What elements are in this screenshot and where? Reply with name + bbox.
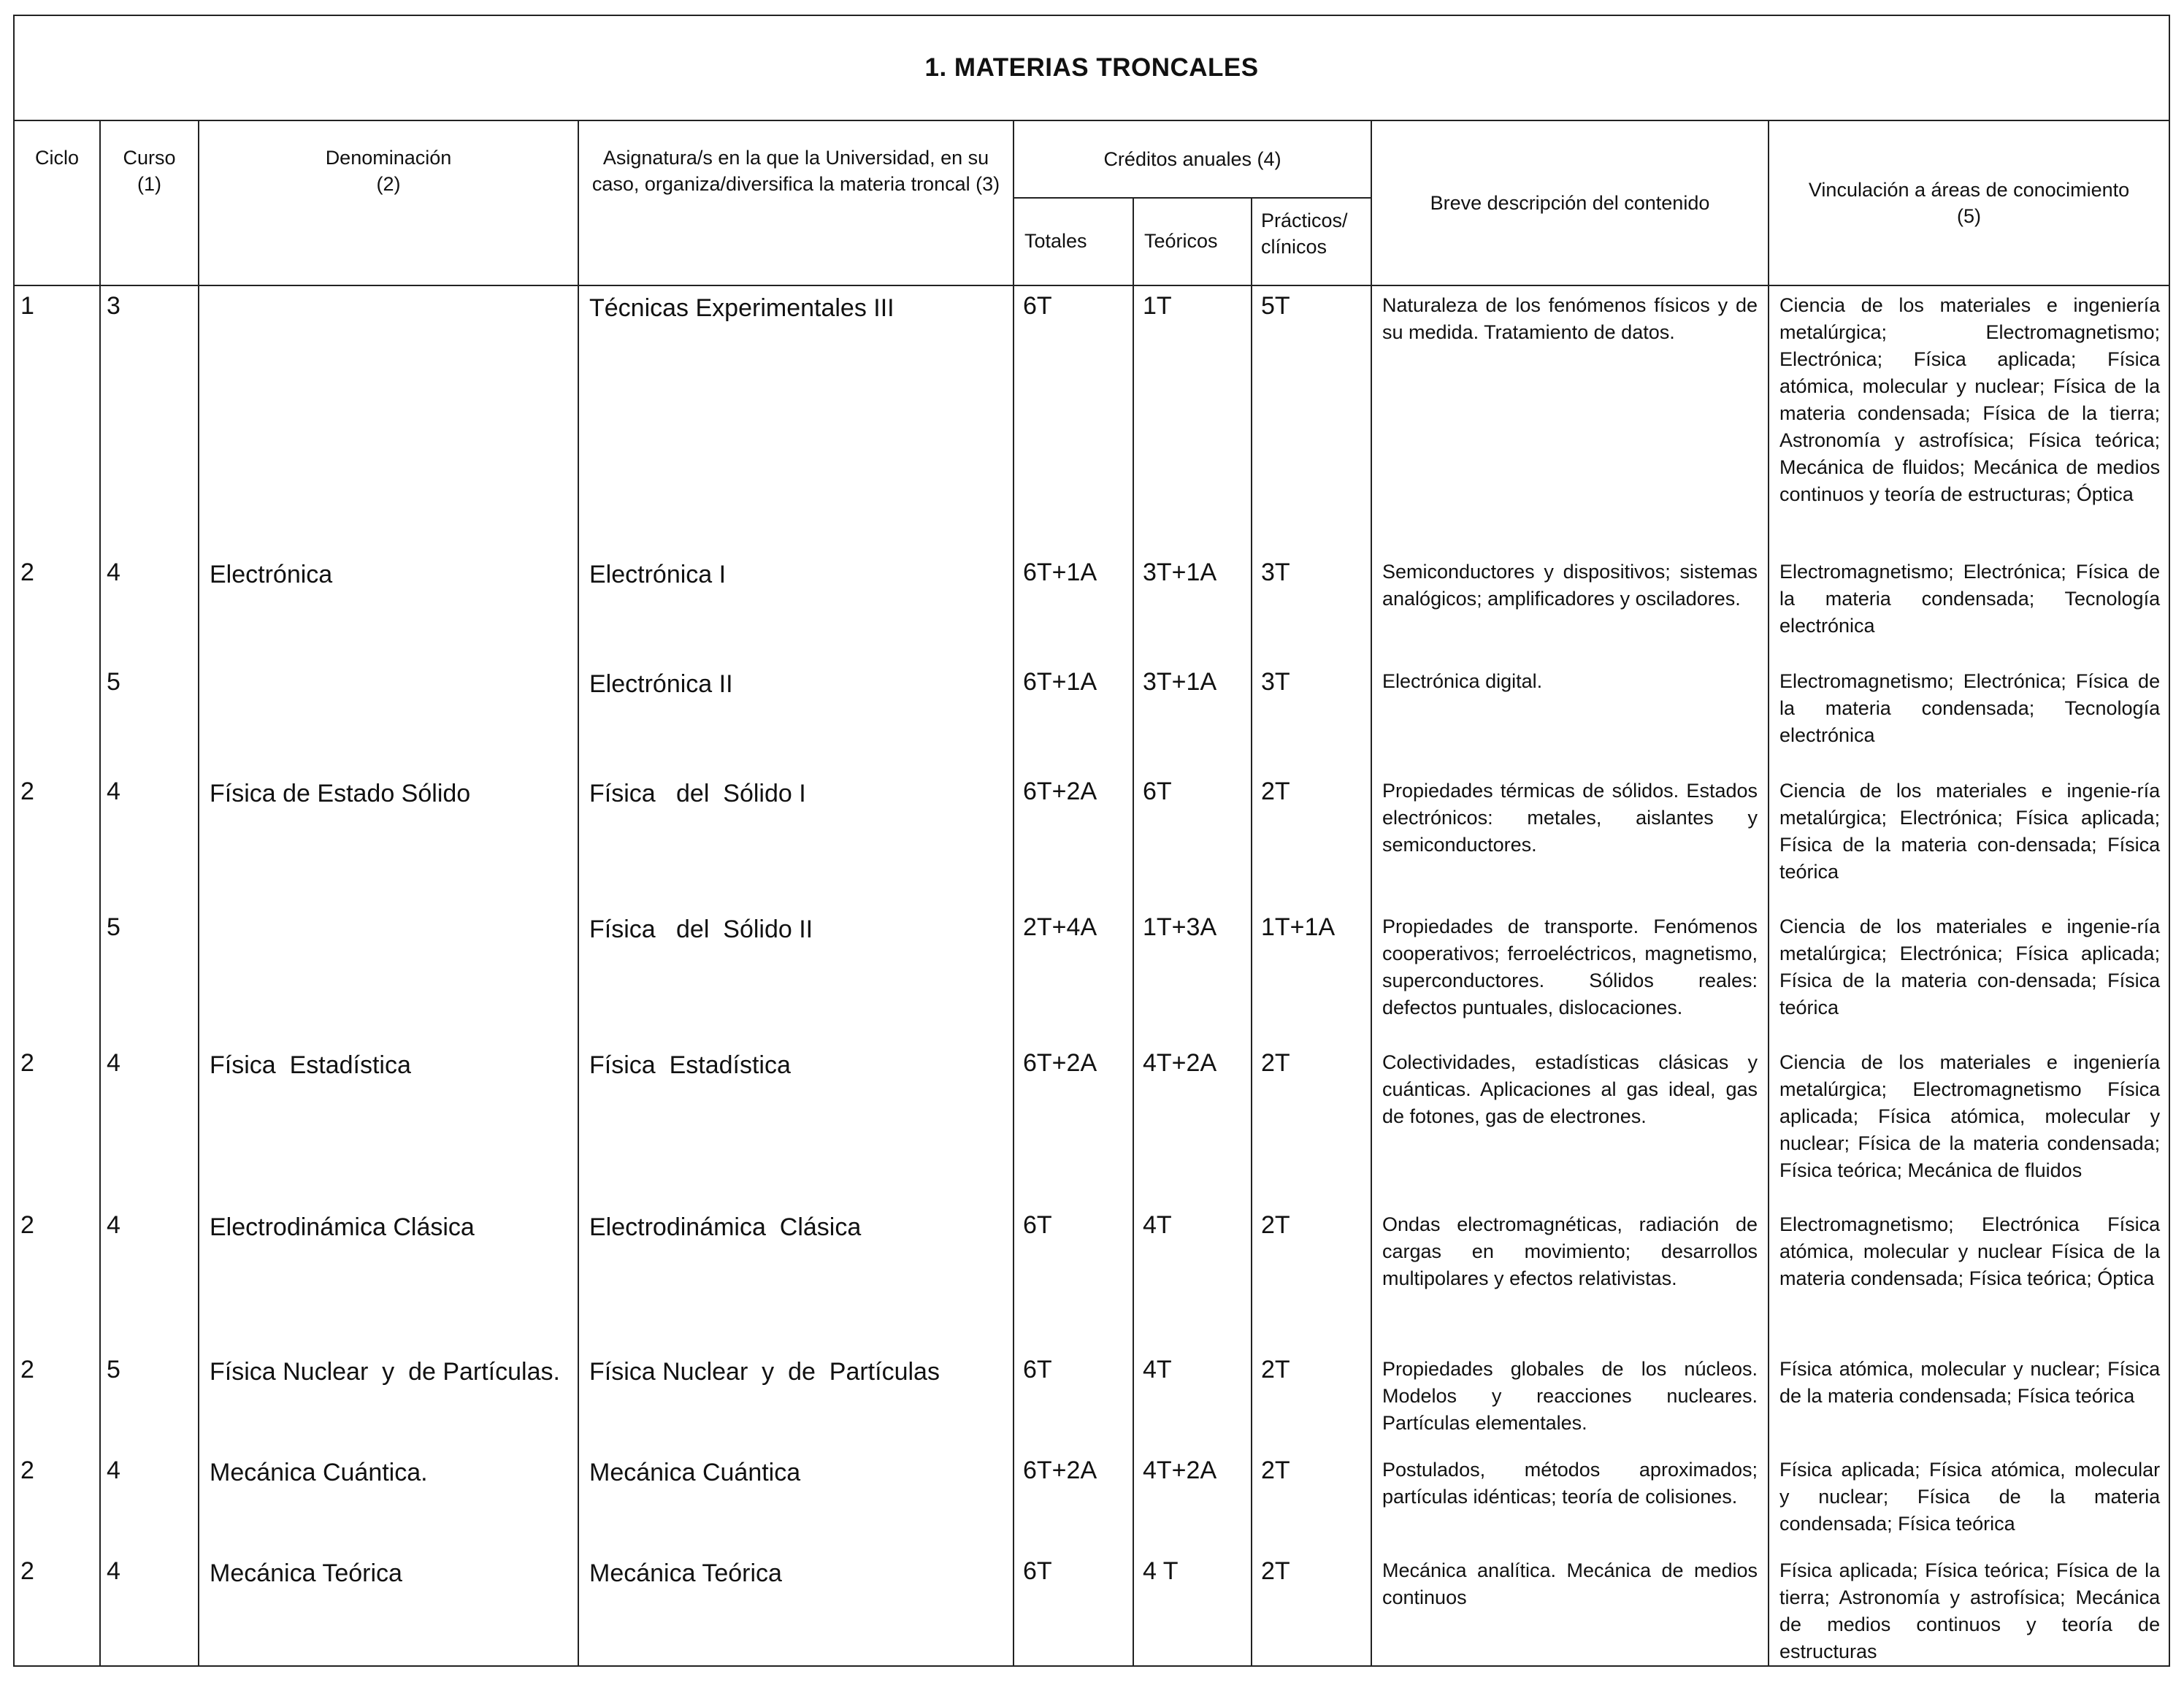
denominacion-cell bbox=[199, 285, 578, 553]
ciclo-cell: 2 bbox=[14, 1451, 100, 1551]
curso-cell: 4 bbox=[100, 1451, 199, 1551]
asignatura-cell: Física Estadística bbox=[578, 1043, 1014, 1205]
descripcion-cell: Propiedades térmicas de sólidos. Estados electrónicos: metales, aislantes y semiconductores. bbox=[1371, 772, 1769, 907]
table-row bbox=[14, 1551, 2169, 1666]
asignatura-cell: Electrónica II bbox=[578, 662, 1014, 772]
table-row bbox=[14, 285, 2169, 553]
vinculacion-cell: Electromagnetismo; Electrónica; Física de la materia condensada; Tecnología electrónica bbox=[1769, 553, 2169, 662]
totales-cell: 6T+2A bbox=[1014, 772, 1133, 907]
practicos-cell: 3T bbox=[1252, 553, 1371, 662]
vinculacion-cell: Física aplicada; Física teórica; Física de la tierra; Astronomía y astrofísica; Mecánica de medios continuos y teoría de estructuras bbox=[1769, 1551, 2169, 1666]
totales-cell: 6T+1A bbox=[1014, 662, 1133, 772]
ciclo-cell: 1 bbox=[14, 285, 100, 553]
vinculacion-cell: Ciencia de los materiales e ingeniería metalúrgica; Electromagnetismo Física aplicada; Física atómica, molecular y nuclear; Física de la materia condensada; Física teórica; Mecánica de fluidos bbox=[1769, 1043, 2169, 1205]
descripcion-cell: Naturaleza de los fenómenos físicos y de su medida. Tratamiento de datos. bbox=[1371, 285, 1769, 553]
denominacion-cell bbox=[199, 662, 578, 772]
header-descripcion: Breve descripción del contenido bbox=[1371, 120, 1769, 285]
practicos-cell: 5T bbox=[1252, 285, 1371, 553]
asignatura-cell: Física del Sólido II bbox=[578, 907, 1014, 1043]
practicos-cell: 2T bbox=[1252, 1551, 1371, 1666]
materias-troncales-sheet bbox=[13, 15, 2169, 1670]
header-ciclo: Ciclo bbox=[14, 120, 100, 285]
descripcion-cell: Propiedades de transporte. Fenómenos cooperativos; ferroeléctricos, magnetismo, superconductores. Sólidos reales: defectos puntuales, dislocaciones. bbox=[1371, 907, 1769, 1043]
curso-cell: 4 bbox=[100, 772, 199, 907]
totales-cell: 6T bbox=[1014, 285, 1133, 553]
table-row bbox=[14, 1205, 2169, 1350]
teoricos-cell: 4T bbox=[1133, 1205, 1252, 1350]
ciclo-cell: 2 bbox=[14, 1205, 100, 1350]
ciclo-cell: 2 bbox=[14, 1350, 100, 1451]
practicos-cell: 2T bbox=[1252, 772, 1371, 907]
vinculacion-cell: Ciencia de los materiales e ingenie-ría metalúrgica; Electrónica; Física aplicada; Física de la materia con-densada; Física teórica bbox=[1769, 772, 2169, 907]
descripcion-cell: Postulados, métodos aproximados; partículas idénticas; teoría de colisiones. bbox=[1371, 1451, 1769, 1551]
header-vinculacion: Vinculación a áreas de conocimiento (5) bbox=[1769, 120, 2169, 285]
asignatura-cell: Técnicas Experimentales III bbox=[578, 285, 1014, 553]
practicos-cell: 1T+1A bbox=[1252, 907, 1371, 1043]
descripcion-cell: Ondas electromagnéticas, radiación de cargas en movimiento; desarrollos multipolares y efectos relativistas. bbox=[1371, 1205, 1769, 1350]
table-row bbox=[14, 1451, 2169, 1551]
denominacion-cell: Mecánica Cuántica. bbox=[199, 1451, 578, 1551]
vinculacion-cell: Ciencia de los materiales e ingeniería metalúrgica; Electromagnetismo; Electrónica; Física aplicada; Física atómica, molecular y nuclear; Física de la materia condensada; Física de la tierra; Astronomía y astrofísica; Física teórica; Mecánica de fluidos; Mecánica de medios continuos y teoría de estructuras; Óptica bbox=[1769, 285, 2169, 553]
header-row bbox=[14, 120, 2169, 198]
curso-cell: 5 bbox=[100, 662, 199, 772]
table-body bbox=[14, 285, 2169, 1666]
practicos-cell: 2T bbox=[1252, 1451, 1371, 1551]
teoricos-cell: 4T bbox=[1133, 1350, 1252, 1451]
ciclo-cell bbox=[14, 907, 100, 1043]
totales-cell: 2T+4A bbox=[1014, 907, 1133, 1043]
curso-cell: 3 bbox=[100, 285, 199, 553]
ciclo-cell bbox=[14, 662, 100, 772]
teoricos-cell: 4 T bbox=[1133, 1551, 1252, 1666]
teoricos-cell: 6T bbox=[1133, 772, 1252, 907]
table-row bbox=[14, 662, 2169, 772]
materias-troncales-table bbox=[13, 15, 2170, 1667]
denominacion-cell: Mecánica Teórica bbox=[199, 1551, 578, 1666]
asignatura-cell: Física del Sólido I bbox=[578, 772, 1014, 907]
totales-cell: 6T+1A bbox=[1014, 553, 1133, 662]
totales-cell: 6T bbox=[1014, 1551, 1133, 1666]
asignatura-cell: Mecánica Teórica bbox=[578, 1551, 1014, 1666]
denominacion-cell: Física Estadística bbox=[199, 1043, 578, 1205]
table-row bbox=[14, 553, 2169, 662]
denominacion-cell bbox=[199, 907, 578, 1043]
vinculacion-cell: Ciencia de los materiales e ingenie-ría metalúrgica; Electrónica; Física aplicada; Física de la materia con-densada; Física teórica bbox=[1769, 907, 2169, 1043]
asignatura-cell: Mecánica Cuántica bbox=[578, 1451, 1014, 1551]
denominacion-cell: Física de Estado Sólido bbox=[199, 772, 578, 907]
practicos-cell: 2T bbox=[1252, 1043, 1371, 1205]
totales-cell: 6T bbox=[1014, 1205, 1133, 1350]
denominacion-cell: Física Nuclear y de Partículas. bbox=[199, 1350, 578, 1451]
curso-cell: 5 bbox=[100, 1350, 199, 1451]
teoricos-cell: 4T+2A bbox=[1133, 1043, 1252, 1205]
vinculacion-cell: Física atómica, molecular y nuclear; Física de la materia condensada; Física teórica bbox=[1769, 1350, 2169, 1451]
denominacion-cell: Electrónica bbox=[199, 553, 578, 662]
totales-cell: 6T bbox=[1014, 1350, 1133, 1451]
practicos-cell: 3T bbox=[1252, 662, 1371, 772]
header-asignatura: Asignatura/s en la que la Universidad, en su caso, organiza/diversifica la materia troncal (3) bbox=[578, 120, 1014, 285]
totales-cell: 6T+2A bbox=[1014, 1043, 1133, 1205]
ciclo-cell: 2 bbox=[14, 1043, 100, 1205]
ciclo-cell: 2 bbox=[14, 772, 100, 907]
descripcion-cell: Mecánica analítica. Mecánica de medios continuos bbox=[1371, 1551, 1769, 1666]
asignatura-cell: Electrodinámica Clásica bbox=[578, 1205, 1014, 1350]
table-row bbox=[14, 1043, 2169, 1205]
header-curso: Curso (1) bbox=[100, 120, 199, 285]
descripcion-cell: Propiedades globales de los núcleos. Modelos y reacciones nucleares. Partículas elementales. bbox=[1371, 1350, 1769, 1451]
descripcion-cell: Electrónica digital. bbox=[1371, 662, 1769, 772]
teoricos-cell: 3T+1A bbox=[1133, 662, 1252, 772]
descripcion-cell: Semiconductores y dispositivos; sistemas analógicos; amplificadores y osciladores. bbox=[1371, 553, 1769, 662]
vinculacion-cell: Electromagnetismo; Electrónica Física atómica, molecular y nuclear Física de la materia condensada; Física teórica; Óptica bbox=[1769, 1205, 2169, 1350]
teoricos-cell: 1T+3A bbox=[1133, 907, 1252, 1043]
table-title: 1. MATERIAS TRONCALES bbox=[14, 15, 2169, 120]
curso-cell: 4 bbox=[100, 1043, 199, 1205]
vinculacion-cell: Electromagnetismo; Electrónica; Física de la materia condensada; Tecnología electrónica bbox=[1769, 662, 2169, 772]
practicos-cell: 2T bbox=[1252, 1350, 1371, 1451]
header-teoricos: Teóricos bbox=[1133, 198, 1252, 285]
header-practicos: Prácticos/ clínicos bbox=[1252, 198, 1371, 285]
totales-cell: 6T+2A bbox=[1014, 1451, 1133, 1551]
header-denominacion: Denominación (2) bbox=[199, 120, 578, 285]
asignatura-cell: Electrónica I bbox=[578, 553, 1014, 662]
vinculacion-cell: Física aplicada; Física atómica, molecular y nuclear; Física de la materia condensada; Física teórica bbox=[1769, 1451, 2169, 1551]
ciclo-cell: 2 bbox=[14, 1551, 100, 1666]
curso-cell: 4 bbox=[100, 1551, 199, 1666]
denominacion-cell: Electrodinámica Clásica bbox=[199, 1205, 578, 1350]
curso-cell: 4 bbox=[100, 1205, 199, 1350]
header-totales: Totales bbox=[1014, 198, 1133, 285]
ciclo-cell: 2 bbox=[14, 553, 100, 662]
curso-cell: 4 bbox=[100, 553, 199, 662]
teoricos-cell: 1T bbox=[1133, 285, 1252, 553]
teoricos-cell: 3T+1A bbox=[1133, 553, 1252, 662]
practicos-cell: 2T bbox=[1252, 1205, 1371, 1350]
table-row bbox=[14, 907, 2169, 1043]
table-row bbox=[14, 772, 2169, 907]
descripcion-cell: Colectividades, estadísticas clásicas y cuánticas. Aplicaciones al gas ideal, gas de fotones, gas de electrones. bbox=[1371, 1043, 1769, 1205]
asignatura-cell: Física Nuclear y de Partículas bbox=[578, 1350, 1014, 1451]
teoricos-cell: 4T+2A bbox=[1133, 1451, 1252, 1551]
header-creditos: Créditos anuales (4) bbox=[1014, 120, 1371, 198]
table-row bbox=[14, 1350, 2169, 1451]
curso-cell: 5 bbox=[100, 907, 199, 1043]
